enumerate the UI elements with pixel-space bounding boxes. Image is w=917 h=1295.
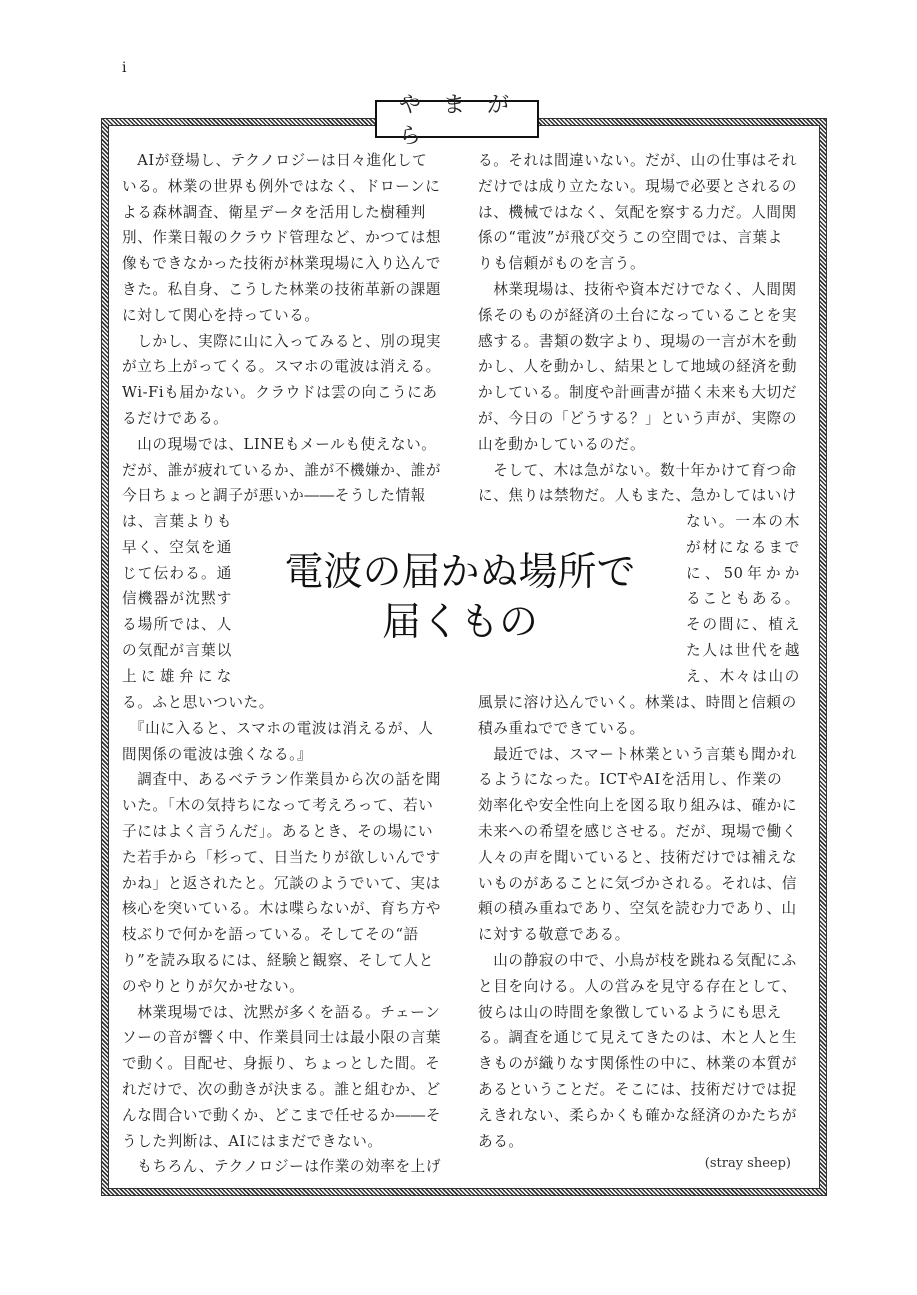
column-title: やまがら xyxy=(375,100,539,138)
text-line: る。それは間違いない。だが、山の仕事はそれ xyxy=(478,152,798,169)
page-number: i xyxy=(122,60,127,76)
text-line: えきれない、柔らかくも確かな経済のかたちが xyxy=(478,1106,798,1124)
text-line: もちろん、テクノロジーは作業の効率を上げ xyxy=(122,1158,442,1176)
text-line: いものがあることに気づかされる。それは、信 xyxy=(478,874,798,892)
text-line: 核心を突いている。木は喋らないが、育ち方や xyxy=(122,900,442,918)
text-line: 像もできなかった技術が林業現場に入り込んで xyxy=(122,255,442,273)
text-line: 最近では、スマート林業という言葉も聞かれ xyxy=(478,745,797,763)
text-line: が立ち上がってくる。スマホの電波は消える。 xyxy=(122,358,441,376)
text-line: 林業現場は、技術や資本だけでなく、人間関 xyxy=(478,280,797,298)
text-line: る。調査を通じて見えてきたのは、木と人と生 xyxy=(478,1029,798,1047)
text-line: うした判断は、AIにはまだできない。 xyxy=(122,1132,383,1150)
text-line: 係そのものが経済の土台になっていることを実 xyxy=(478,306,798,324)
text-line: んな間合いで動くか、どこまで任せるか――そ xyxy=(122,1106,442,1124)
text-line: だが、誰が疲れているか、誰が不機嫌か、誰が xyxy=(122,461,442,479)
text-line: 上に雄弁にな xyxy=(122,667,232,685)
text-line: よる森林調査、衛星データを活用した樹種判 xyxy=(122,203,426,221)
text-line: で動く。目配せ、身振り、ちょっとした間。そ xyxy=(122,1055,441,1073)
text-line: に、焦りは禁物だ。人もまた、急かしてはいけ xyxy=(478,487,798,505)
text-line: 山の現場では、LINEもメールも使えない。 xyxy=(122,435,437,453)
text-line: 早く、空気を通 xyxy=(122,538,232,556)
text-line: 子にはよく言うんだ」。あるとき、その場にい xyxy=(122,822,434,840)
text-line: 間関係の電波は強くなる。』 xyxy=(122,745,313,763)
right-column-top xyxy=(478,148,800,509)
text-line: え、木々は山の xyxy=(686,667,800,685)
text-line: 未来への希望を感じさせる。だが、現場で働く xyxy=(478,822,798,840)
text-line: 別、作業日報のクラウド管理など、かつては想 xyxy=(122,229,442,247)
text-line: に対する敬意である。 xyxy=(478,926,630,944)
text-line: 効率化や安全性向上を図る取り組みは、確かに xyxy=(478,797,798,815)
text-line: あるということだ。そこには、技術だけでは捉 xyxy=(478,1080,798,1098)
text-line: のやりとりが欠かせない。 xyxy=(122,977,305,995)
text-line: AIが登場し、テクノロジーは日々進化して xyxy=(122,152,428,169)
text-line: かし、人を動かし、結果として地域の経済を動 xyxy=(478,358,798,376)
left-column-wrap xyxy=(122,509,232,690)
text-line: と目を向ける。人の営みを見守る存在として、 xyxy=(478,977,797,995)
text-line: が、今日の「どうする？」という声が、実際の xyxy=(478,409,798,427)
text-line: は、言葉よりも xyxy=(122,513,232,530)
text-line: が材になるまで xyxy=(686,538,800,556)
text-line: ソーの音が響く中、作業員同士は最小限の言葉 xyxy=(122,1029,442,1047)
text-line: れだけで、次の動きが決まる。誰と組むか、ど xyxy=(122,1080,441,1098)
text-line: しかし、実際に山に入ってみると、別の現実 xyxy=(122,332,442,350)
headline xyxy=(260,548,660,648)
text-line: そして、木は急がない。数十年かけて育つ命 xyxy=(478,461,797,479)
text-line: 今日ちょっと調子が悪いか――そうした情報 xyxy=(122,487,426,505)
text-line: ない。一本の木 xyxy=(686,513,800,530)
text-line: かね」と返されたと。冗談のようでいて、実は xyxy=(122,874,441,892)
right-column-bottom xyxy=(478,690,800,1154)
text-line: ある。 xyxy=(478,1132,524,1150)
left-column-top xyxy=(122,148,444,509)
text-line: に対して関心を持っている。 xyxy=(122,306,320,324)
text-line: 係の“電波”が飛び交うこの空間では、言葉よ xyxy=(478,229,783,247)
author-signature: (stray sheep) xyxy=(704,1156,791,1171)
text-line: 山を動かしているのだ。 xyxy=(478,435,646,453)
text-line: 感する。書類の数字より、現場の一言が木を動 xyxy=(478,332,798,350)
text-line: 枝ぶりで何かを語っている。そしてその“語 xyxy=(122,926,419,944)
text-line: ることもある。 xyxy=(686,590,800,608)
text-line: り”を読み取るには、経験と観察、そして人と xyxy=(122,951,434,969)
text-line: その間に、植え xyxy=(686,616,800,634)
text-line: る。ふと思いついた。 xyxy=(122,694,274,711)
text-line: Wi-Fiも届かない。クラウドは雲の向こうにあ xyxy=(122,384,438,402)
text-line: きものが織りなす関係性の中に、林業の本質が xyxy=(478,1055,798,1073)
text-line: かしている。制度や計画書が描く未来も大切だ xyxy=(478,384,798,402)
text-line: た若手から「杉って、日当たりが欲しいんです xyxy=(122,848,441,866)
left-column-bottom xyxy=(122,690,444,1180)
text-line: 人々の声を聞いていると、技術だけでは補えな xyxy=(478,848,798,866)
text-line: るだけである。 xyxy=(122,409,229,427)
text-line: の気配が言葉以 xyxy=(122,641,232,659)
text-line: る場所では、人 xyxy=(122,616,232,634)
text-line: は、機械ではなく、気配を察する力だ。人間関 xyxy=(478,203,797,221)
headline-line-1: 電波の届かぬ場所で xyxy=(284,550,636,595)
right-column-wrap xyxy=(686,509,800,690)
text-line: 積み重ねでできている。 xyxy=(478,719,645,737)
text-line: 山の静寂の中で、小鳥が枝を跳ねる気配にふ xyxy=(478,951,797,969)
text-line: いた。「木の気持ちになって考えろって、若い xyxy=(122,797,434,815)
text-line: 林業現場では、沈黙が多くを語る。チェーン xyxy=(122,1003,441,1021)
text-line: 彼らは山の時間を象徴しているようにも思え xyxy=(478,1003,782,1021)
text-line: きた。私自身、こうした林業の技術革新の課題 xyxy=(122,280,442,298)
text-line: 調査中、あるベテラン作業員から次の話を聞 xyxy=(122,771,442,789)
text-line: るようになった。ICTやAIを活用し、作業の xyxy=(478,771,783,789)
text-line: た人は世代を越 xyxy=(686,641,800,659)
text-line: に、50年かか xyxy=(686,564,800,582)
text-line: いる。林業の世界も例外ではなく、ドローンに xyxy=(122,177,441,195)
text-line: 『山に入ると、スマホの電波は消えるが、人 xyxy=(122,719,434,737)
text-line: 頼の積み重ねであり、空気を読む力であり、山 xyxy=(478,900,797,918)
headline-line-2: 届くもの xyxy=(381,600,538,645)
text-line: 信機器が沈黙す xyxy=(122,590,232,608)
text-line: だけでは成り立たない。現場で必要とされるの xyxy=(478,177,798,195)
text-line: りも信頼がものを言う。 xyxy=(478,255,646,273)
text-line: じて伝わる。通 xyxy=(122,564,232,582)
text-line: 風景に溶け込んでいく。林業は、時間と信頼の xyxy=(478,694,797,711)
